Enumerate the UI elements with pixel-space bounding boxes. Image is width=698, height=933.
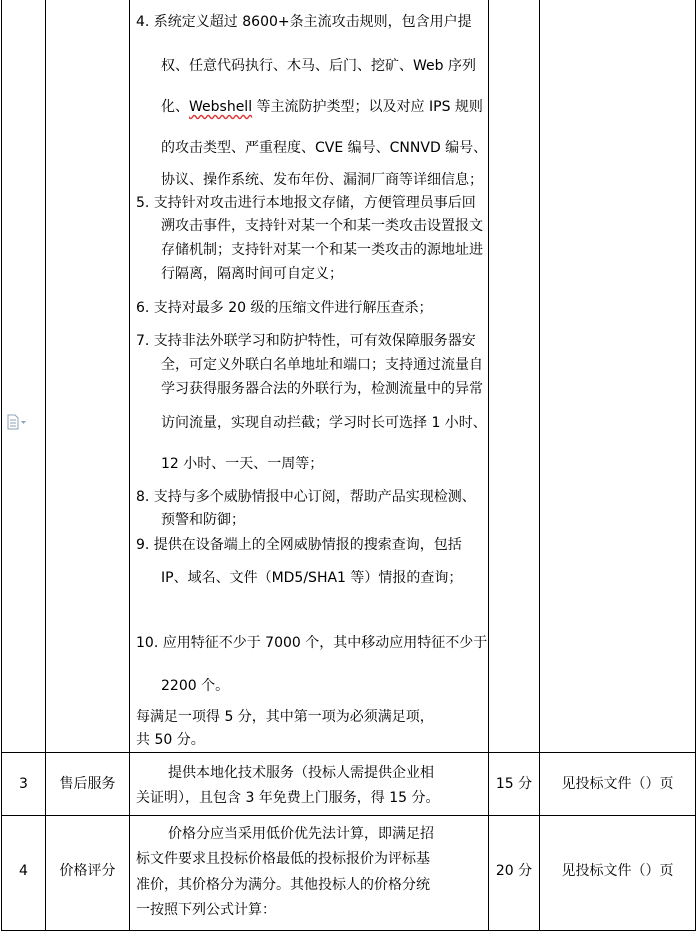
criteria-item9-line1: 9. 提供在设备端上的全网威胁情报的搜索查询，包括 — [136, 537, 462, 553]
row4-number: 4 — [19, 863, 28, 879]
table-border-bottom — [1, 930, 696, 931]
criteria-item6-line1: 6. 支持对最多 20 级的压缩文件进行解压查杀； — [136, 300, 433, 316]
criteria-item5-line3: 存储机制；支持针对某一个和某一类攻击的源地址进 — [161, 242, 483, 258]
criteria-item4-line1: 4. 系统定义超过 8600+条主流攻击规则，包含用户提 — [136, 14, 472, 30]
criteria-item8-line2: 预警和防御； — [161, 512, 245, 528]
criteria-item5-line4: 行隔离，隔离时间可自定义； — [161, 266, 343, 282]
table-divider-col2 — [129, 0, 130, 931]
table-border-right — [695, 0, 696, 931]
criteria-item4-line4: 的攻击类型、严重程度、CVE 编号、CNNVD 编号、 — [161, 140, 488, 156]
criteria-item7-line4: 访问流量，实现自动拦截；学习时长可选择 1 小时、 — [161, 415, 487, 431]
row3-reference: 见投标文件（）页 — [561, 776, 674, 792]
row3-desc-line2: 关证明），且包含 3 年免费上门服务，得 15 分。 — [136, 790, 440, 806]
row4-desc-line3: 准价，其价格分为满分。其他投标人的价格分统 — [136, 877, 430, 893]
criteria-item4-line5: 协议、操作系统、发布年份、漏洞厂商等详细信息； — [161, 172, 483, 188]
criteria-item7-line1: 7. 支持非法外联学习和防护特性，可有效保障服务器安 — [136, 333, 476, 349]
webshell-term: Webshell — [189, 99, 253, 115]
scoring-note-line2: 共 50 分。 — [136, 732, 205, 748]
row4-name: 价格评分 — [59, 863, 116, 879]
criteria-item4-line2: 权、任意代码执行、木马、后门、挖矿、Web 序列 — [161, 58, 476, 74]
row3-name: 售后服务 — [59, 776, 116, 792]
row4-desc-line2: 标文件要求且投标价格最低的投标报价为评标基 — [136, 851, 430, 867]
criteria-item5-line2: 溯攻击事件，支持针对某一个和某一类攻击设置报文 — [161, 218, 483, 234]
criteria-item9-line2: IP、域名、文件（MD5/SHA1 等）情报的查询； — [161, 570, 463, 586]
criteria-item5-line1: 5. 支持针对攻击进行本地报文存储，方便管理员事后回 — [136, 195, 476, 211]
criteria-item4-line3: 化、Webshell 等主流防护类型；以及对应 IPS 规则 — [161, 99, 483, 115]
row-divider-4 — [1, 815, 696, 816]
document-icon[interactable] — [6, 414, 28, 430]
row3-desc-line1: 提供本地化技术服务（投标人需提供企业相 — [168, 765, 434, 781]
scoring-note-line1: 每满足一项得 5 分，其中第一项为必须满足项， — [136, 709, 434, 725]
criteria-item10-line2: 2200 个。 — [161, 678, 230, 694]
criteria-item7-line3: 学习获得服务器合法的外联行为，检测流量中的异常 — [161, 381, 483, 397]
row4-score: 20 分 — [495, 863, 533, 879]
criteria-item10-line1: 10. 应用特征不少于 7000 个，其中移动应用特征不少于 — [136, 635, 488, 651]
row4-reference: 见投标文件（）页 — [561, 863, 674, 879]
row3-number: 3 — [19, 776, 28, 792]
criteria-item7-line2: 全，可定义外联白名单地址和端口；支持通过流量自 — [161, 357, 483, 373]
row3-score: 15 分 — [495, 776, 533, 792]
criteria-item8-line1: 8. 支持与多个威胁情报中心订阅，帮助产品实现检测、 — [136, 489, 476, 505]
row-divider-3 — [1, 752, 696, 753]
criteria-item7-line5: 12 小时、一天、一周等； — [161, 456, 324, 472]
row4-desc-line1: 价格分应当采用低价优先法计算，即满足招 — [168, 826, 434, 842]
row4-desc-line4: 一按照下列公式计算： — [136, 902, 276, 918]
